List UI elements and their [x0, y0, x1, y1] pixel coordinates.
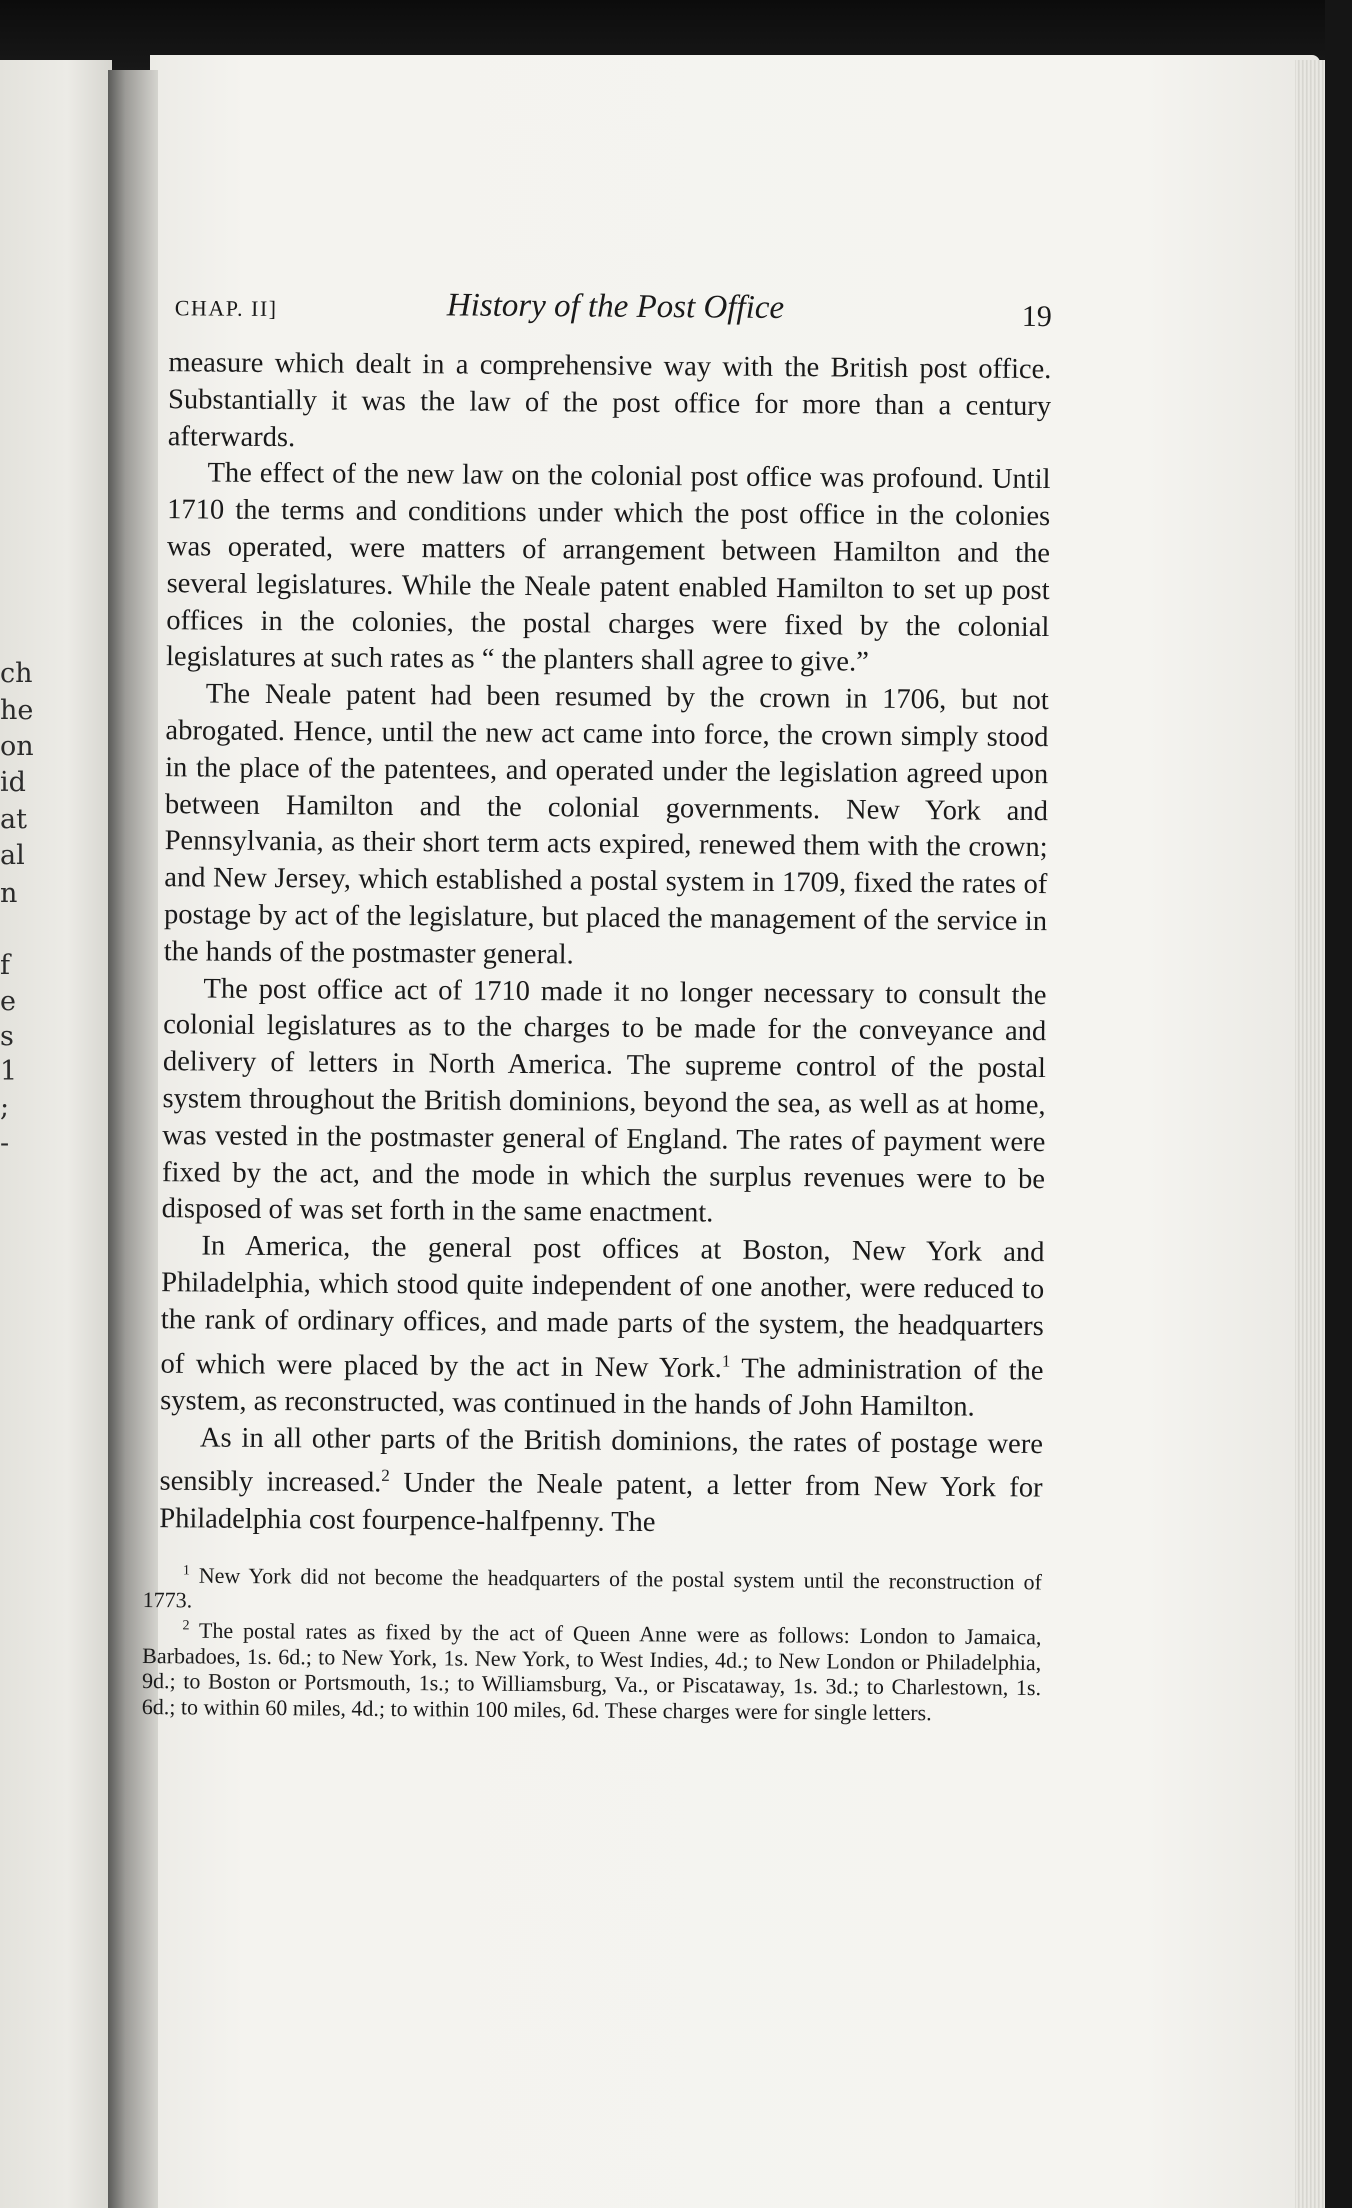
footnote-marker: 2: [182, 1618, 190, 1634]
page-number: 19: [1021, 299, 1052, 334]
paragraph-text: In America, the general post offices at Boston, New York and Philadelphia, which stood quite independent of one another, were reduced to the rank of ordinary offices, and made parts of the system, the headquarters of which were placed by the act in New York.: [160, 1230, 1045, 1384]
footnote: [142, 1613, 1042, 1726]
page-content: [136, 285, 1052, 1726]
paragraph-text: As in all other parts of the British dominions, the rates of postage were sensibly increased.: [159, 1422, 1044, 1499]
footnote-ref: 2: [381, 1466, 390, 1486]
footnote: [143, 1558, 1042, 1620]
paragraph: The Neale patent had been resumed by the crown in 1706, but not abrogated. Hence, until the new act came into force, the crown simply stood in the place of the patentees, and operated under the legislation agreed upon between Hamilton and the colonial governments. New York and Pennsylvania, as their short term acts expired, renewed them with the crown; and New Jersey, which established a postal system in 1709, fixed the rates of postage by act of the legislature, but placed the management of the service in the hands of the postmaster general.: [163, 678, 1049, 971]
scan-background-right: [1325, 0, 1352, 2208]
footnote-marker: 1: [182, 1562, 190, 1578]
body-text: [137, 345, 1051, 1545]
footnote-text: New York did not become the headquarters of the postal system until the reconstruction of 1773.: [142, 1562, 1042, 1613]
paragraph: The effect of the new law on the colonial post office was profound. Until 1710 the terms and conditions under which the post office in the colonies was operated, were matters of arrangement between Hamilton and the several legislatures. While the Neale patent enabled Hamilton to set up post offices in the colonies, the postal charges were fixed by the colonial legislatures at such rates as “ the planters shall agree to give.”: [165, 457, 1051, 679]
left-page-fragment: al: [0, 840, 25, 871]
footnotes: [136, 1557, 1042, 1726]
left-page-fragment: 1: [0, 1056, 18, 1087]
footnote-text: The postal rates as fixed by the act of Queen Anne were as follows: London to Jamaica, Barbadoes, 1s. 6d.; to New York, 1s. New York, to West Indies, 4d.; to New London or Philadelphia, 9d.; to Boston or Portsmouth, 1s.; to Williamsburg, Va., or Piscataway, 1s. 3d.; to Charlestown, 1s. 6d.; to within 60 miles, 4d.; to within 100 miles, 6d. These charges were for single letters.: [141, 1617, 1042, 1725]
chapter-label: CHAP. II]: [174, 295, 278, 322]
left-page-fragment: -: [0, 1128, 10, 1159]
left-page-fragment: ;: [0, 1092, 10, 1123]
running-header: [147, 285, 1052, 352]
footnote-ref: 1: [721, 1351, 731, 1371]
paragraph: [159, 1420, 1043, 1545]
paragraph-text: The administration of the system, as reconstructed, was continued in the hands of John Hamilton.: [160, 1352, 1044, 1423]
left-page-fragment: s: [0, 1021, 14, 1052]
left-page-fragment: at: [0, 804, 27, 835]
left-page-fragment: n: [0, 878, 18, 909]
paragraph-text: Under the Neale patent, a letter from New York for Philadelphia cost fourpence-halfpenny. The: [159, 1467, 1043, 1538]
left-page-fragment: f: [0, 950, 10, 981]
paragraph: measure which dealt in a comprehensive way with the British post office. Substantially it was the law of the post office for more than a century afterwards.: [167, 347, 1052, 453]
paragraph: [160, 1228, 1044, 1426]
page-edges: [1295, 60, 1325, 2208]
left-page-fragment: he: [0, 695, 34, 726]
left-page-fragment: e: [0, 986, 16, 1017]
left-page-fragment: id: [0, 767, 26, 798]
left-page-fragment: ch: [0, 658, 33, 689]
running-title: History of the Post Office: [446, 287, 785, 327]
paragraph: The post office act of 1710 made it no longer necessary to consult the colonial legislatures as to the charges to be made for the conveyance and delivery of letters in North America. The supreme control of the postal system throughout the British dominions, beyond the sea, as well as at home, was vested in the postmaster general of England. The rates of payment were fixed by the act, and the mode in which the surplus revenues were to be disposed of was set forth in the same enactment.: [161, 973, 1047, 1229]
left-page-fragment: on: [0, 731, 34, 762]
